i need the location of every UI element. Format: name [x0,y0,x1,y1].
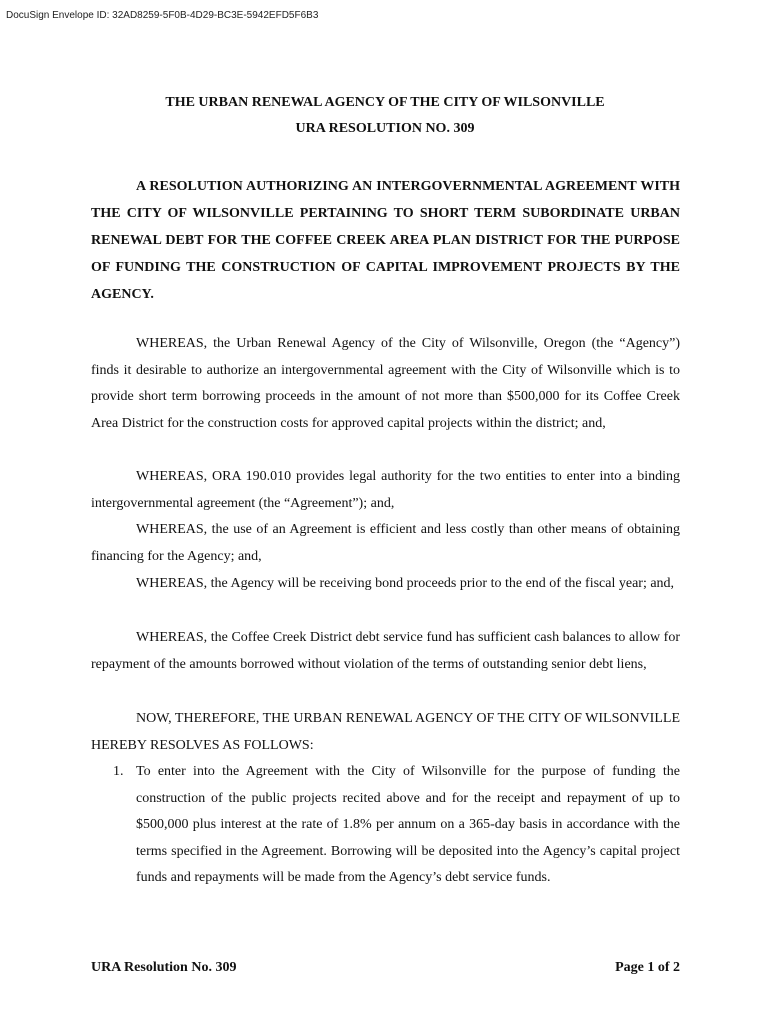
resolves-statement: NOW, THEREFORE, THE URBAN RENEWAL AGENCY OF THE CITY OF WILSONVILLE HEREBY RESOLVES AS FOLLOWS: [91,711,680,753]
whereas-paragraph-2: WHEREAS, ORA 190.010 provides legal authority for the two entities to enter into a binding intergovernmental agreement (the “Agreement”); and, [91,469,680,511]
whereas-paragraph-4: WHEREAS, the Agency will be receiving bond proceeds prior to the end of the fiscal year; and, [136,576,675,591]
footer-page-number: Page 1 of 2 [615,960,680,975]
docusign-envelope-id: DocuSign Envelope ID: 32AD8259-5F0B-4D29-BC3E-5942EFD5F6B3 [6,10,319,21]
agency-title: THE URBAN RENEWAL AGENCY OF THE CITY OF WILSONVILLE [165,95,605,110]
resolution-item-1 [91,759,680,892]
list-item-number: 1. [113,764,124,779]
whereas-paragraph-1: WHEREAS, the Urban Renewal Agency of the City of Wilsonville, Oregon (the “Agency”) finds it desirable to authorize an intergovernmental agreement with the City of Wilsonville which is to provide short term borrowing proceeds in the amount of not more than $500,000 for its Coffee Creek Area District for the construction costs for approved capital projects within the district; and, [91,336,680,431]
whereas-paragraph-5: WHEREAS, the Coffee Creek District debt service fund has sufficient cash balances to allow for repayment of the amounts borrowed without violation of the terms of outstanding senior debt liens, [91,630,680,672]
list-item-text: To enter into the Agreement with the City of Wilsonville for the purpose of funding the construction of the public projects recited above and for the receipt and repayment of up to $500,000 plus interest at the rate of 1.8% per annum on a 365-day basis in accordance with the terms specified in the Agreement. Borrowing will be deposited into the Agency’s capital project funds and repayments will be made from the Agency’s debt service funds. [136,764,680,885]
whereas-paragraph-3: WHEREAS, the use of an Agreement is efficient and less costly than other means of obtaining financing for the Agency; and, [91,522,680,564]
resolution-subject: A RESOLUTION AUTHORIZING AN INTERGOVERNMENTAL AGREEMENT WITH THE CITY OF WILSONVILLE PERTAINING TO SHORT TERM SUBORDINATE URBAN RENEWAL DEBT FOR THE COFFEE CREEK AREA PLAN DISTRICT FOR THE PURPOSE OF FUNDING THE CONSTRUCTION OF CAPITAL IMPROVEMENT PROJECTS BY THE AGENCY. [91,179,680,302]
footer-resolution-label: URA Resolution No. 309 [91,960,237,975]
resolution-number: URA RESOLUTION NO. 309 [295,121,475,136]
